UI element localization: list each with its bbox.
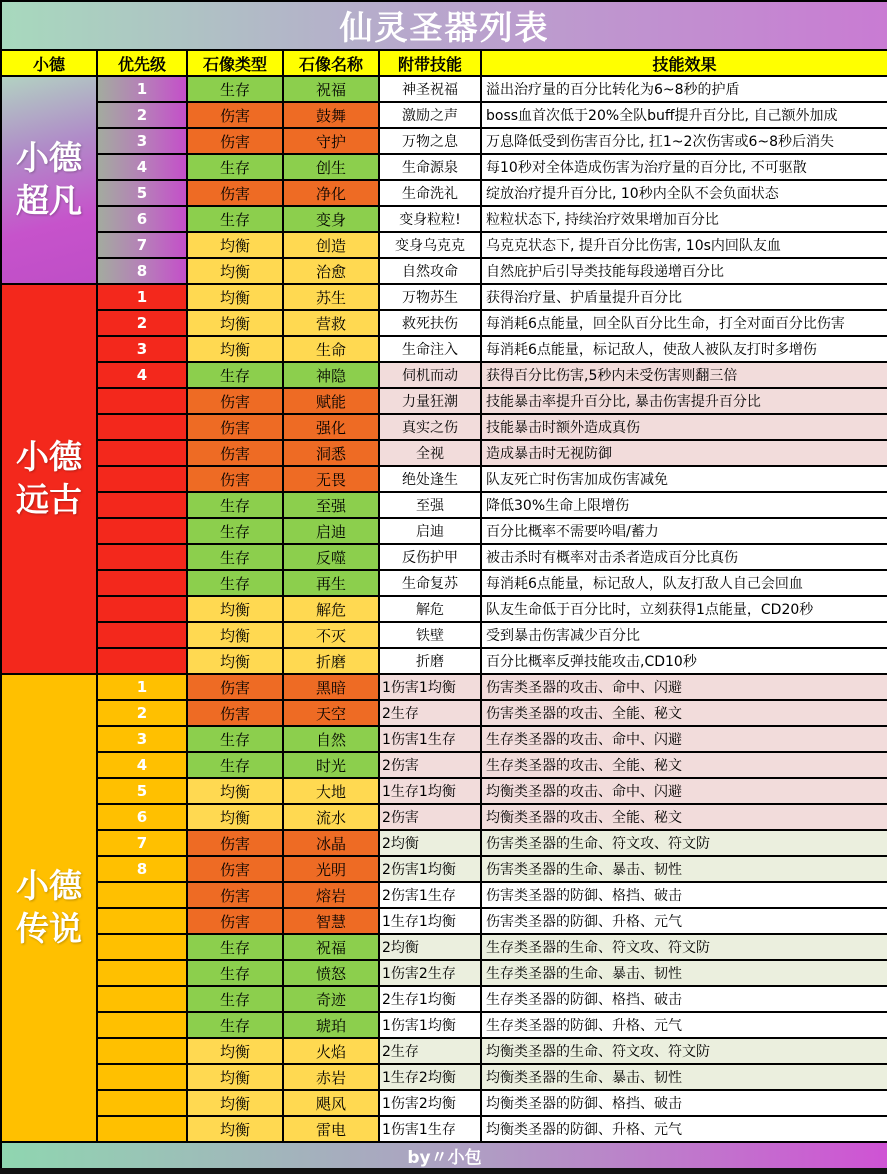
name-cell: 赋能 bbox=[283, 388, 379, 414]
skill-cell: 变身乌克克 bbox=[379, 232, 481, 258]
skill-cell: 1生存1均衡 bbox=[379, 778, 481, 804]
table-row bbox=[1, 674, 887, 700]
name-cell: 解危 bbox=[283, 596, 379, 622]
name-cell: 创造 bbox=[283, 232, 379, 258]
table-row bbox=[1, 1116, 887, 1142]
skill-cell: 2伤害 bbox=[379, 752, 481, 778]
skill-cell: 2生存 bbox=[379, 700, 481, 726]
table-row bbox=[1, 206, 887, 232]
name-cell: 奇迹 bbox=[283, 986, 379, 1012]
effect-cell: 每消耗6点能量，回全队百分比生命，打全对面百分比伤害 bbox=[481, 310, 887, 336]
effect-cell: 均衡类圣器的攻击、命中、闪避 bbox=[481, 778, 887, 804]
table-row bbox=[1, 388, 887, 414]
type-cell: 伤害 bbox=[187, 102, 283, 128]
skill-cell: 生命洗礼 bbox=[379, 180, 481, 206]
type-cell: 伤害 bbox=[187, 180, 283, 206]
type-cell: 均衡 bbox=[187, 622, 283, 648]
name-cell: 天空 bbox=[283, 700, 379, 726]
skill-cell: 伺机而动 bbox=[379, 362, 481, 388]
effect-cell: 技能暴击时额外造成真伤 bbox=[481, 414, 887, 440]
priority-cell bbox=[97, 1012, 187, 1038]
type-cell: 伤害 bbox=[187, 882, 283, 908]
priority-cell bbox=[97, 986, 187, 1012]
table-row bbox=[1, 154, 887, 180]
section-label: 小德 远古 bbox=[1, 284, 97, 674]
type-cell: 伤害 bbox=[187, 700, 283, 726]
type-cell: 均衡 bbox=[187, 284, 283, 310]
name-cell: 洞悉 bbox=[283, 440, 379, 466]
effect-cell: 伤害类圣器的生命、暴击、韧性 bbox=[481, 856, 887, 882]
effect-cell: 生存类圣器的攻击、全能、秘文 bbox=[481, 752, 887, 778]
type-cell: 均衡 bbox=[187, 1038, 283, 1064]
table-row bbox=[1, 752, 887, 778]
name-cell: 治愈 bbox=[283, 258, 379, 284]
skill-cell: 1伤害1生存 bbox=[379, 1116, 481, 1142]
table-row bbox=[1, 960, 887, 986]
priority-cell: 5 bbox=[97, 180, 187, 206]
priority-cell: 1 bbox=[97, 284, 187, 310]
skill-cell: 自然攻命 bbox=[379, 258, 481, 284]
priority-cell bbox=[97, 570, 187, 596]
skill-cell: 1伤害1生存 bbox=[379, 726, 481, 752]
table-row bbox=[1, 518, 887, 544]
table-row bbox=[1, 284, 887, 310]
priority-cell: 7 bbox=[97, 232, 187, 258]
effect-cell: 百分比概率反弹技能攻击,CD10秒 bbox=[481, 648, 887, 674]
column-header: 附带技能 bbox=[379, 50, 481, 76]
type-cell: 生存 bbox=[187, 934, 283, 960]
type-cell: 伤害 bbox=[187, 856, 283, 882]
name-cell: 祝福 bbox=[283, 934, 379, 960]
header-row bbox=[1, 50, 887, 76]
priority-cell bbox=[97, 1116, 187, 1142]
effect-cell: 获得百分比伤害,5秒内未受伤害则翻三倍 bbox=[481, 362, 887, 388]
table-row bbox=[1, 492, 887, 518]
column-header: 优先级 bbox=[97, 50, 187, 76]
name-cell: 无畏 bbox=[283, 466, 379, 492]
name-cell: 营救 bbox=[283, 310, 379, 336]
effect-cell: 均衡类圣器的生命、暴击、韧性 bbox=[481, 1064, 887, 1090]
name-cell: 飓风 bbox=[283, 1090, 379, 1116]
name-cell: 鼓舞 bbox=[283, 102, 379, 128]
name-cell: 大地 bbox=[283, 778, 379, 804]
table-row bbox=[1, 440, 887, 466]
name-cell: 黑暗 bbox=[283, 674, 379, 700]
type-cell: 生存 bbox=[187, 154, 283, 180]
name-cell: 再生 bbox=[283, 570, 379, 596]
priority-cell: 6 bbox=[97, 804, 187, 830]
title-row bbox=[1, 1, 887, 50]
effect-cell: 伤害类圣器的攻击、命中、闪避 bbox=[481, 674, 887, 700]
footer-credit: by〃小包 bbox=[1, 1142, 887, 1171]
type-cell: 生存 bbox=[187, 544, 283, 570]
name-cell: 守护 bbox=[283, 128, 379, 154]
table-row bbox=[1, 596, 887, 622]
effect-cell: 溢出治疗量的百分比转化为6~8秒的护盾 bbox=[481, 76, 887, 102]
priority-cell: 1 bbox=[97, 76, 187, 102]
type-cell: 均衡 bbox=[187, 258, 283, 284]
type-cell: 生存 bbox=[187, 960, 283, 986]
skill-cell: 2伤害 bbox=[379, 804, 481, 830]
skill-cell: 万物苏生 bbox=[379, 284, 481, 310]
name-cell: 至强 bbox=[283, 492, 379, 518]
type-cell: 生存 bbox=[187, 570, 283, 596]
table-row bbox=[1, 882, 887, 908]
name-cell: 苏生 bbox=[283, 284, 379, 310]
priority-cell: 6 bbox=[97, 206, 187, 232]
priority-cell: 8 bbox=[97, 258, 187, 284]
name-cell: 雷电 bbox=[283, 1116, 379, 1142]
type-cell: 均衡 bbox=[187, 1116, 283, 1142]
type-cell: 生存 bbox=[187, 752, 283, 778]
priority-cell bbox=[97, 414, 187, 440]
table-row bbox=[1, 1064, 887, 1090]
name-cell: 不灭 bbox=[283, 622, 379, 648]
priority-cell: 2 bbox=[97, 102, 187, 128]
priority-cell bbox=[97, 1090, 187, 1116]
type-cell: 均衡 bbox=[187, 596, 283, 622]
column-header: 技能效果 bbox=[481, 50, 887, 76]
effect-cell: 绽放治疗提升百分比, 10秒内全队不会负面状态 bbox=[481, 180, 887, 206]
table-row bbox=[1, 310, 887, 336]
table-row bbox=[1, 726, 887, 752]
skill-cell: 反伤护甲 bbox=[379, 544, 481, 570]
effect-cell: 自然庇护后引导类技能每段递增百分比 bbox=[481, 258, 887, 284]
priority-cell: 3 bbox=[97, 336, 187, 362]
section-label: 小德 传说 bbox=[1, 674, 97, 1142]
priority-cell bbox=[97, 1064, 187, 1090]
type-cell: 伤害 bbox=[187, 388, 283, 414]
effect-cell: 伤害类圣器的攻击、全能、秘文 bbox=[481, 700, 887, 726]
table-row bbox=[1, 232, 887, 258]
table-row bbox=[1, 1038, 887, 1064]
type-cell: 均衡 bbox=[187, 336, 283, 362]
priority-cell: 8 bbox=[97, 856, 187, 882]
name-cell: 神隐 bbox=[283, 362, 379, 388]
table-row bbox=[1, 1090, 887, 1116]
name-cell: 自然 bbox=[283, 726, 379, 752]
priority-cell bbox=[97, 908, 187, 934]
effect-cell: 万息降低受到伤害百分比, 扛1~2次伤害或6~8秒后消失 bbox=[481, 128, 887, 154]
type-cell: 伤害 bbox=[187, 414, 283, 440]
skill-cell: 万物之息 bbox=[379, 128, 481, 154]
skill-cell: 生命源泉 bbox=[379, 154, 481, 180]
table-body bbox=[1, 1, 887, 1171]
name-cell: 冰晶 bbox=[283, 830, 379, 856]
name-cell: 生命 bbox=[283, 336, 379, 362]
effect-cell: 每消耗6点能量，标记敌人，使敌人被队友打时多增伤 bbox=[481, 336, 887, 362]
skill-cell: 1伤害1均衡 bbox=[379, 1012, 481, 1038]
effect-cell: 造成暴击时无视防御 bbox=[481, 440, 887, 466]
type-cell: 均衡 bbox=[187, 648, 283, 674]
table-row bbox=[1, 414, 887, 440]
effect-cell: 受到暴击伤害减少百分比 bbox=[481, 622, 887, 648]
effect-cell: 技能暴击率提升百分比, 暴击伤害提升百分比 bbox=[481, 388, 887, 414]
type-cell: 均衡 bbox=[187, 804, 283, 830]
type-cell: 生存 bbox=[187, 986, 283, 1012]
section-label: 小德 超凡 bbox=[1, 76, 97, 284]
priority-cell bbox=[97, 440, 187, 466]
table-row bbox=[1, 180, 887, 206]
name-cell: 祝福 bbox=[283, 76, 379, 102]
type-cell: 伤害 bbox=[187, 466, 283, 492]
priority-cell bbox=[97, 596, 187, 622]
name-cell: 琥珀 bbox=[283, 1012, 379, 1038]
table-row bbox=[1, 544, 887, 570]
priority-cell bbox=[97, 466, 187, 492]
table-row bbox=[1, 908, 887, 934]
table-row bbox=[1, 466, 887, 492]
effect-cell: 被击杀时有概率对击杀者造成百分比真伤 bbox=[481, 544, 887, 570]
effect-cell: 每消耗6点能量，标记敌人，队友打敌人自己会回血 bbox=[481, 570, 887, 596]
table-row bbox=[1, 700, 887, 726]
effect-cell: 获得治疗量、护盾量提升百分比 bbox=[481, 284, 887, 310]
name-cell: 赤岩 bbox=[283, 1064, 379, 1090]
skill-cell: 变身粒粒! bbox=[379, 206, 481, 232]
name-cell: 创生 bbox=[283, 154, 379, 180]
priority-cell: 5 bbox=[97, 778, 187, 804]
type-cell: 伤害 bbox=[187, 128, 283, 154]
priority-cell bbox=[97, 934, 187, 960]
effect-cell: 生存类圣器的生命、暴击、韧性 bbox=[481, 960, 887, 986]
skill-cell: 生命复苏 bbox=[379, 570, 481, 596]
priority-cell bbox=[97, 388, 187, 414]
priority-cell: 3 bbox=[97, 128, 187, 154]
type-cell: 生存 bbox=[187, 1012, 283, 1038]
skill-cell: 解危 bbox=[379, 596, 481, 622]
type-cell: 生存 bbox=[187, 518, 283, 544]
type-cell: 生存 bbox=[187, 492, 283, 518]
name-cell: 强化 bbox=[283, 414, 379, 440]
table-row bbox=[1, 622, 887, 648]
table-row bbox=[1, 934, 887, 960]
name-cell: 净化 bbox=[283, 180, 379, 206]
effect-cell: 伤害类圣器的防御、格挡、破击 bbox=[481, 882, 887, 908]
type-cell: 均衡 bbox=[187, 1090, 283, 1116]
priority-cell: 4 bbox=[97, 752, 187, 778]
name-cell: 智慧 bbox=[283, 908, 379, 934]
skill-cell: 2伤害1均衡 bbox=[379, 856, 481, 882]
skill-cell: 绝处逢生 bbox=[379, 466, 481, 492]
table-row bbox=[1, 336, 887, 362]
priority-cell: 7 bbox=[97, 830, 187, 856]
table-row bbox=[1, 648, 887, 674]
name-cell: 流水 bbox=[283, 804, 379, 830]
skill-cell: 至强 bbox=[379, 492, 481, 518]
table-row bbox=[1, 778, 887, 804]
skill-cell: 2伤害1生存 bbox=[379, 882, 481, 908]
type-cell: 生存 bbox=[187, 362, 283, 388]
name-cell: 火焰 bbox=[283, 1038, 379, 1064]
table-row bbox=[1, 258, 887, 284]
skill-cell: 启迪 bbox=[379, 518, 481, 544]
skill-cell: 真实之伤 bbox=[379, 414, 481, 440]
type-cell: 均衡 bbox=[187, 310, 283, 336]
priority-cell: 3 bbox=[97, 726, 187, 752]
type-cell: 伤害 bbox=[187, 674, 283, 700]
priority-cell: 1 bbox=[97, 674, 187, 700]
priority-cell: 2 bbox=[97, 700, 187, 726]
priority-cell: 4 bbox=[97, 362, 187, 388]
table-row bbox=[1, 1012, 887, 1038]
table-row bbox=[1, 362, 887, 388]
effect-cell: 均衡类圣器的防御、升格、元气 bbox=[481, 1116, 887, 1142]
effect-cell: 均衡类圣器的攻击、全能、秘文 bbox=[481, 804, 887, 830]
priority-cell bbox=[97, 544, 187, 570]
skill-cell: 2生存1均衡 bbox=[379, 986, 481, 1012]
name-cell: 折磨 bbox=[283, 648, 379, 674]
type-cell: 伤害 bbox=[187, 908, 283, 934]
name-cell: 时光 bbox=[283, 752, 379, 778]
skill-cell: 1伤害2生存 bbox=[379, 960, 481, 986]
effect-cell: 生存类圣器的防御、升格、元气 bbox=[481, 1012, 887, 1038]
name-cell: 反噬 bbox=[283, 544, 379, 570]
skill-cell: 生命注入 bbox=[379, 336, 481, 362]
effect-cell: 乌克克状态下, 提升百分比伤害, 10s内回队友血 bbox=[481, 232, 887, 258]
type-cell: 伤害 bbox=[187, 830, 283, 856]
skill-cell: 2均衡 bbox=[379, 830, 481, 856]
effect-cell: 均衡类圣器的防御、格挡、破击 bbox=[481, 1090, 887, 1116]
name-cell: 光明 bbox=[283, 856, 379, 882]
effect-cell: 降低30%生命上限增伤 bbox=[481, 492, 887, 518]
table-row bbox=[1, 804, 887, 830]
effect-cell: boss血首次低于20%全队buff提升百分比, 自己额外加成 bbox=[481, 102, 887, 128]
skill-cell: 力量狂潮 bbox=[379, 388, 481, 414]
type-cell: 伤害 bbox=[187, 440, 283, 466]
skill-cell: 1生存2均衡 bbox=[379, 1064, 481, 1090]
table-row bbox=[1, 102, 887, 128]
type-cell: 均衡 bbox=[187, 1064, 283, 1090]
column-header: 小德 bbox=[1, 50, 97, 76]
type-cell: 生存 bbox=[187, 76, 283, 102]
effect-cell: 队友死亡时伤害加成伤害减免 bbox=[481, 466, 887, 492]
effect-cell: 生存类圣器的防御、格挡、破击 bbox=[481, 986, 887, 1012]
name-cell: 愤怒 bbox=[283, 960, 379, 986]
type-cell: 均衡 bbox=[187, 232, 283, 258]
effect-cell: 伤害类圣器的生命、符文攻、符文防 bbox=[481, 830, 887, 856]
priority-cell bbox=[97, 882, 187, 908]
effect-cell: 粒粒状态下, 持续治疗效果增加百分比 bbox=[481, 206, 887, 232]
skill-cell: 救死扶伤 bbox=[379, 310, 481, 336]
type-cell: 均衡 bbox=[187, 778, 283, 804]
skill-cell: 神圣祝福 bbox=[379, 76, 481, 102]
priority-cell bbox=[97, 960, 187, 986]
table-row bbox=[1, 986, 887, 1012]
name-cell: 启迪 bbox=[283, 518, 379, 544]
skill-cell: 2生存 bbox=[379, 1038, 481, 1064]
effect-cell: 队友生命低于百分比时，立刻获得1点能量，CD20秒 bbox=[481, 596, 887, 622]
effect-cell: 生存类圣器的攻击、命中、闪避 bbox=[481, 726, 887, 752]
table-row bbox=[1, 830, 887, 856]
type-cell: 生存 bbox=[187, 206, 283, 232]
skill-cell: 铁壁 bbox=[379, 622, 481, 648]
priority-cell bbox=[97, 648, 187, 674]
effect-cell: 均衡类圣器的生命、符文攻、符文防 bbox=[481, 1038, 887, 1064]
priority-cell bbox=[97, 492, 187, 518]
column-header: 石像类型 bbox=[187, 50, 283, 76]
skill-cell: 全视 bbox=[379, 440, 481, 466]
priority-cell bbox=[97, 518, 187, 544]
skill-cell: 2均衡 bbox=[379, 934, 481, 960]
skill-cell: 激励之声 bbox=[379, 102, 481, 128]
effect-cell: 生存类圣器的生命、符文攻、符文防 bbox=[481, 934, 887, 960]
table-row bbox=[1, 76, 887, 102]
skill-cell: 1伤害2均衡 bbox=[379, 1090, 481, 1116]
effect-cell: 伤害类圣器的防御、升格、元气 bbox=[481, 908, 887, 934]
priority-cell bbox=[97, 1038, 187, 1064]
skill-cell: 折磨 bbox=[379, 648, 481, 674]
effect-cell: 百分比概率不需要吟唱/蓄力 bbox=[481, 518, 887, 544]
column-header: 石像名称 bbox=[283, 50, 379, 76]
name-cell: 变身 bbox=[283, 206, 379, 232]
priority-cell bbox=[97, 622, 187, 648]
type-cell: 生存 bbox=[187, 726, 283, 752]
footer-row bbox=[1, 1142, 887, 1171]
skill-cell: 1生存1均衡 bbox=[379, 908, 481, 934]
table-row bbox=[1, 128, 887, 154]
page-title: 仙灵圣器列表 bbox=[1, 1, 887, 50]
priority-cell: 4 bbox=[97, 154, 187, 180]
effect-cell: 每10秒对全体造成伤害为治疗量的百分比, 不可驱散 bbox=[481, 154, 887, 180]
table-row bbox=[1, 856, 887, 882]
name-cell: 熔岩 bbox=[283, 882, 379, 908]
priority-cell: 2 bbox=[97, 310, 187, 336]
table-row bbox=[1, 570, 887, 596]
skill-cell: 1伤害1均衡 bbox=[379, 674, 481, 700]
